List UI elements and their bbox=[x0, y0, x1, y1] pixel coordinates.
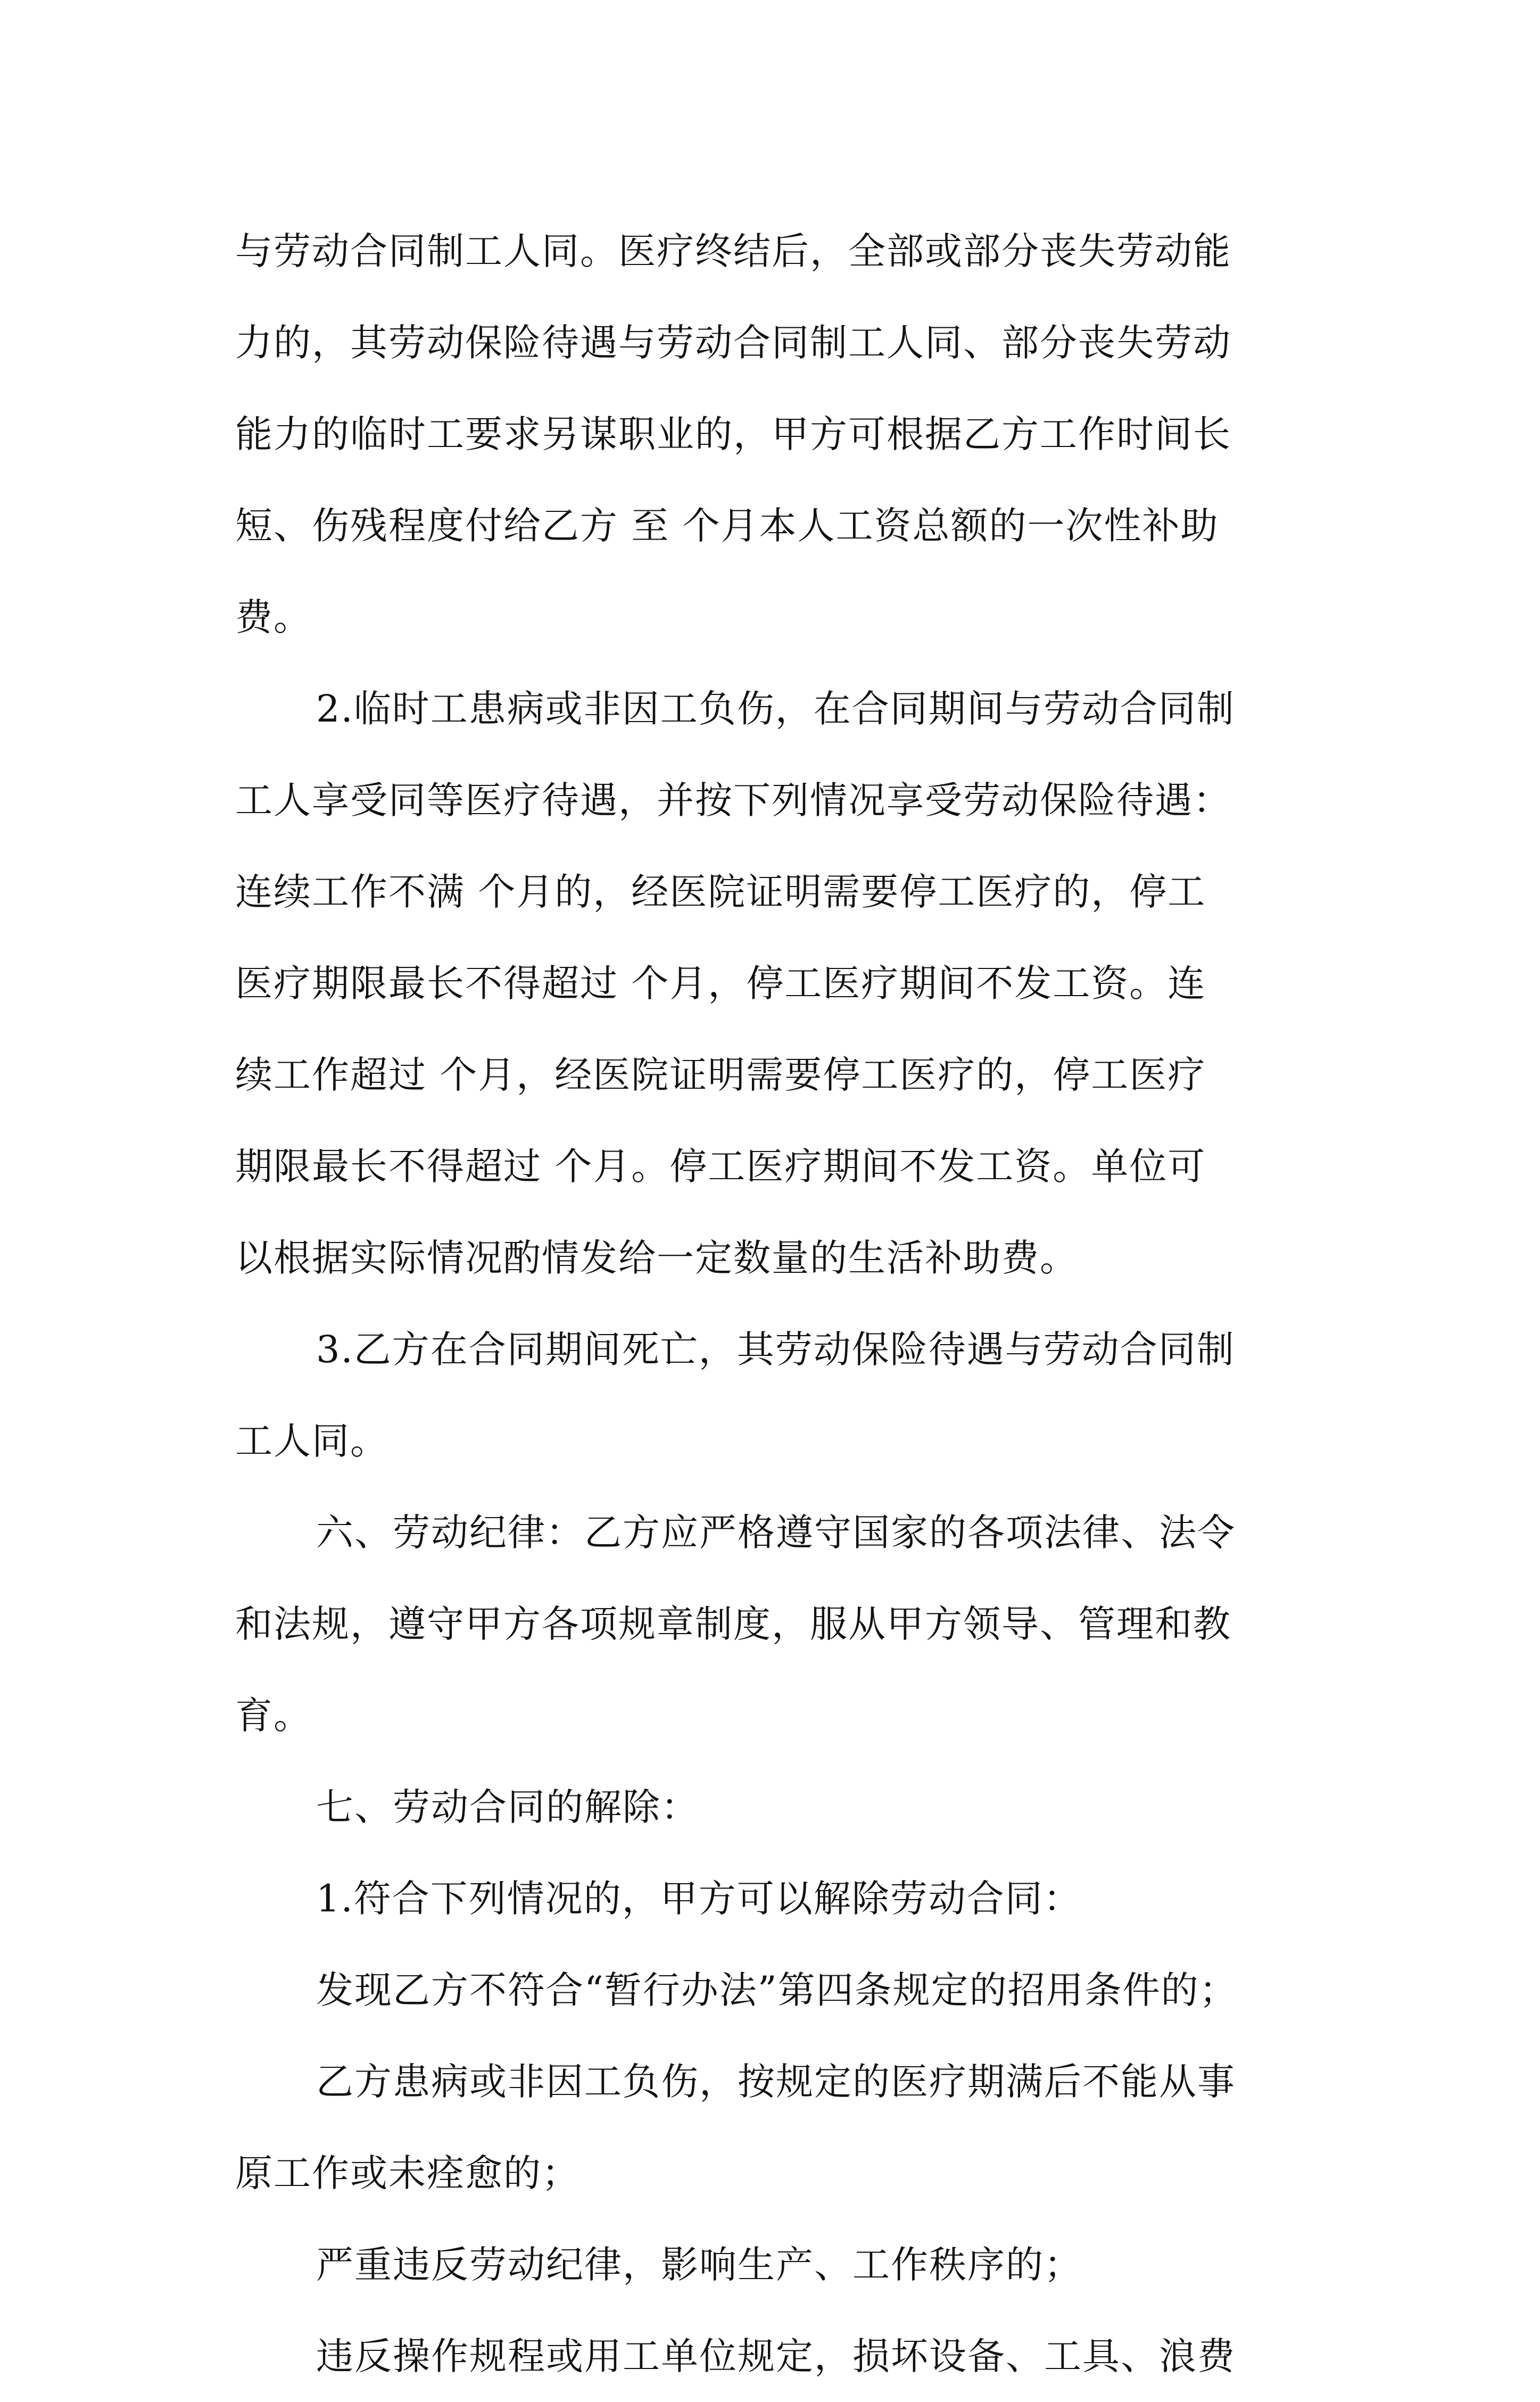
paragraph-start-line: 1.符合下列情况的，甲方可以解除劳动合同： bbox=[316, 1877, 1082, 1920]
text-line: 工人同。 bbox=[235, 1419, 388, 1463]
text-line: 续工作超过 个月，经医院证明需要停工医疗的，停工医疗 bbox=[235, 1053, 1206, 1097]
section-heading-line: 七、劳动合同的解除： bbox=[316, 1785, 699, 1829]
paragraph-start-line: 2.临时工患病或非因工负伤，在合同期间与劳动合同制 bbox=[316, 687, 1235, 731]
paragraph-start-line: 发现乙方不符合“暂行办法”第四条规定的招用条件的； bbox=[316, 1968, 1238, 2012]
text-line: 与劳动合同制工人同。医疗终结后，全部或部分丧失劳动能 bbox=[235, 229, 1231, 273]
text-line: 能力的临时工要求另谋职业的，甲方可根据乙方工作时间长 bbox=[235, 412, 1231, 456]
text-line: 期限最长不得超过 个月。停工医疗期间不发工资。单位可 bbox=[235, 1145, 1206, 1188]
paragraph-start-line: 严重违反劳动纪律，影响生产、工作秩序的； bbox=[316, 2243, 1082, 2287]
text-line: 工人享受同等医疗待遇，并按下列情况享受劳动保险待遇： bbox=[235, 778, 1231, 822]
paragraph-start-line: 违反操作规程或用工单位规定，损坏设备、工具、浪费 bbox=[316, 2334, 1236, 2378]
text-line: 原工作或未痊愈的； bbox=[235, 2151, 580, 2195]
text-line: 和法规，遵守甲方各项规章制度，服从甲方领导、管理和教 bbox=[235, 1602, 1231, 1646]
text-line: 医疗期限最长不得超过 个月，停工医疗期间不发工资。连 bbox=[235, 962, 1206, 1005]
paragraph-start-line: 乙方患病或非因工负伤，按规定的医疗期满后不能从事 bbox=[316, 2060, 1236, 2103]
text-line: 短、伤残程度付给乙方 至 个月本人工资总额的一次性补助 bbox=[235, 504, 1219, 548]
text-line: 连续工作不满 个月的，经医院证明需要停工医疗的，停工 bbox=[235, 870, 1206, 914]
text-line: 力的，其劳动保险待遇与劳动合同制工人同、部分丧失劳动 bbox=[235, 321, 1231, 365]
text-line: 费。 bbox=[235, 595, 312, 639]
text-line: 以根据实际情况酌情发给一定数量的生活补助费。 bbox=[235, 1236, 1078, 1280]
text-line: 育。 bbox=[235, 1694, 312, 1737]
section-heading-line: 六、劳动纪律：乙方应严格遵守国家的各项法律、法令 bbox=[316, 1511, 1236, 1554]
paragraph-start-line: 3.乙方在合同期间死亡，其劳动保险待遇与劳动合同制 bbox=[316, 1328, 1235, 1371]
document-body bbox=[235, 205, 1315, 2402]
